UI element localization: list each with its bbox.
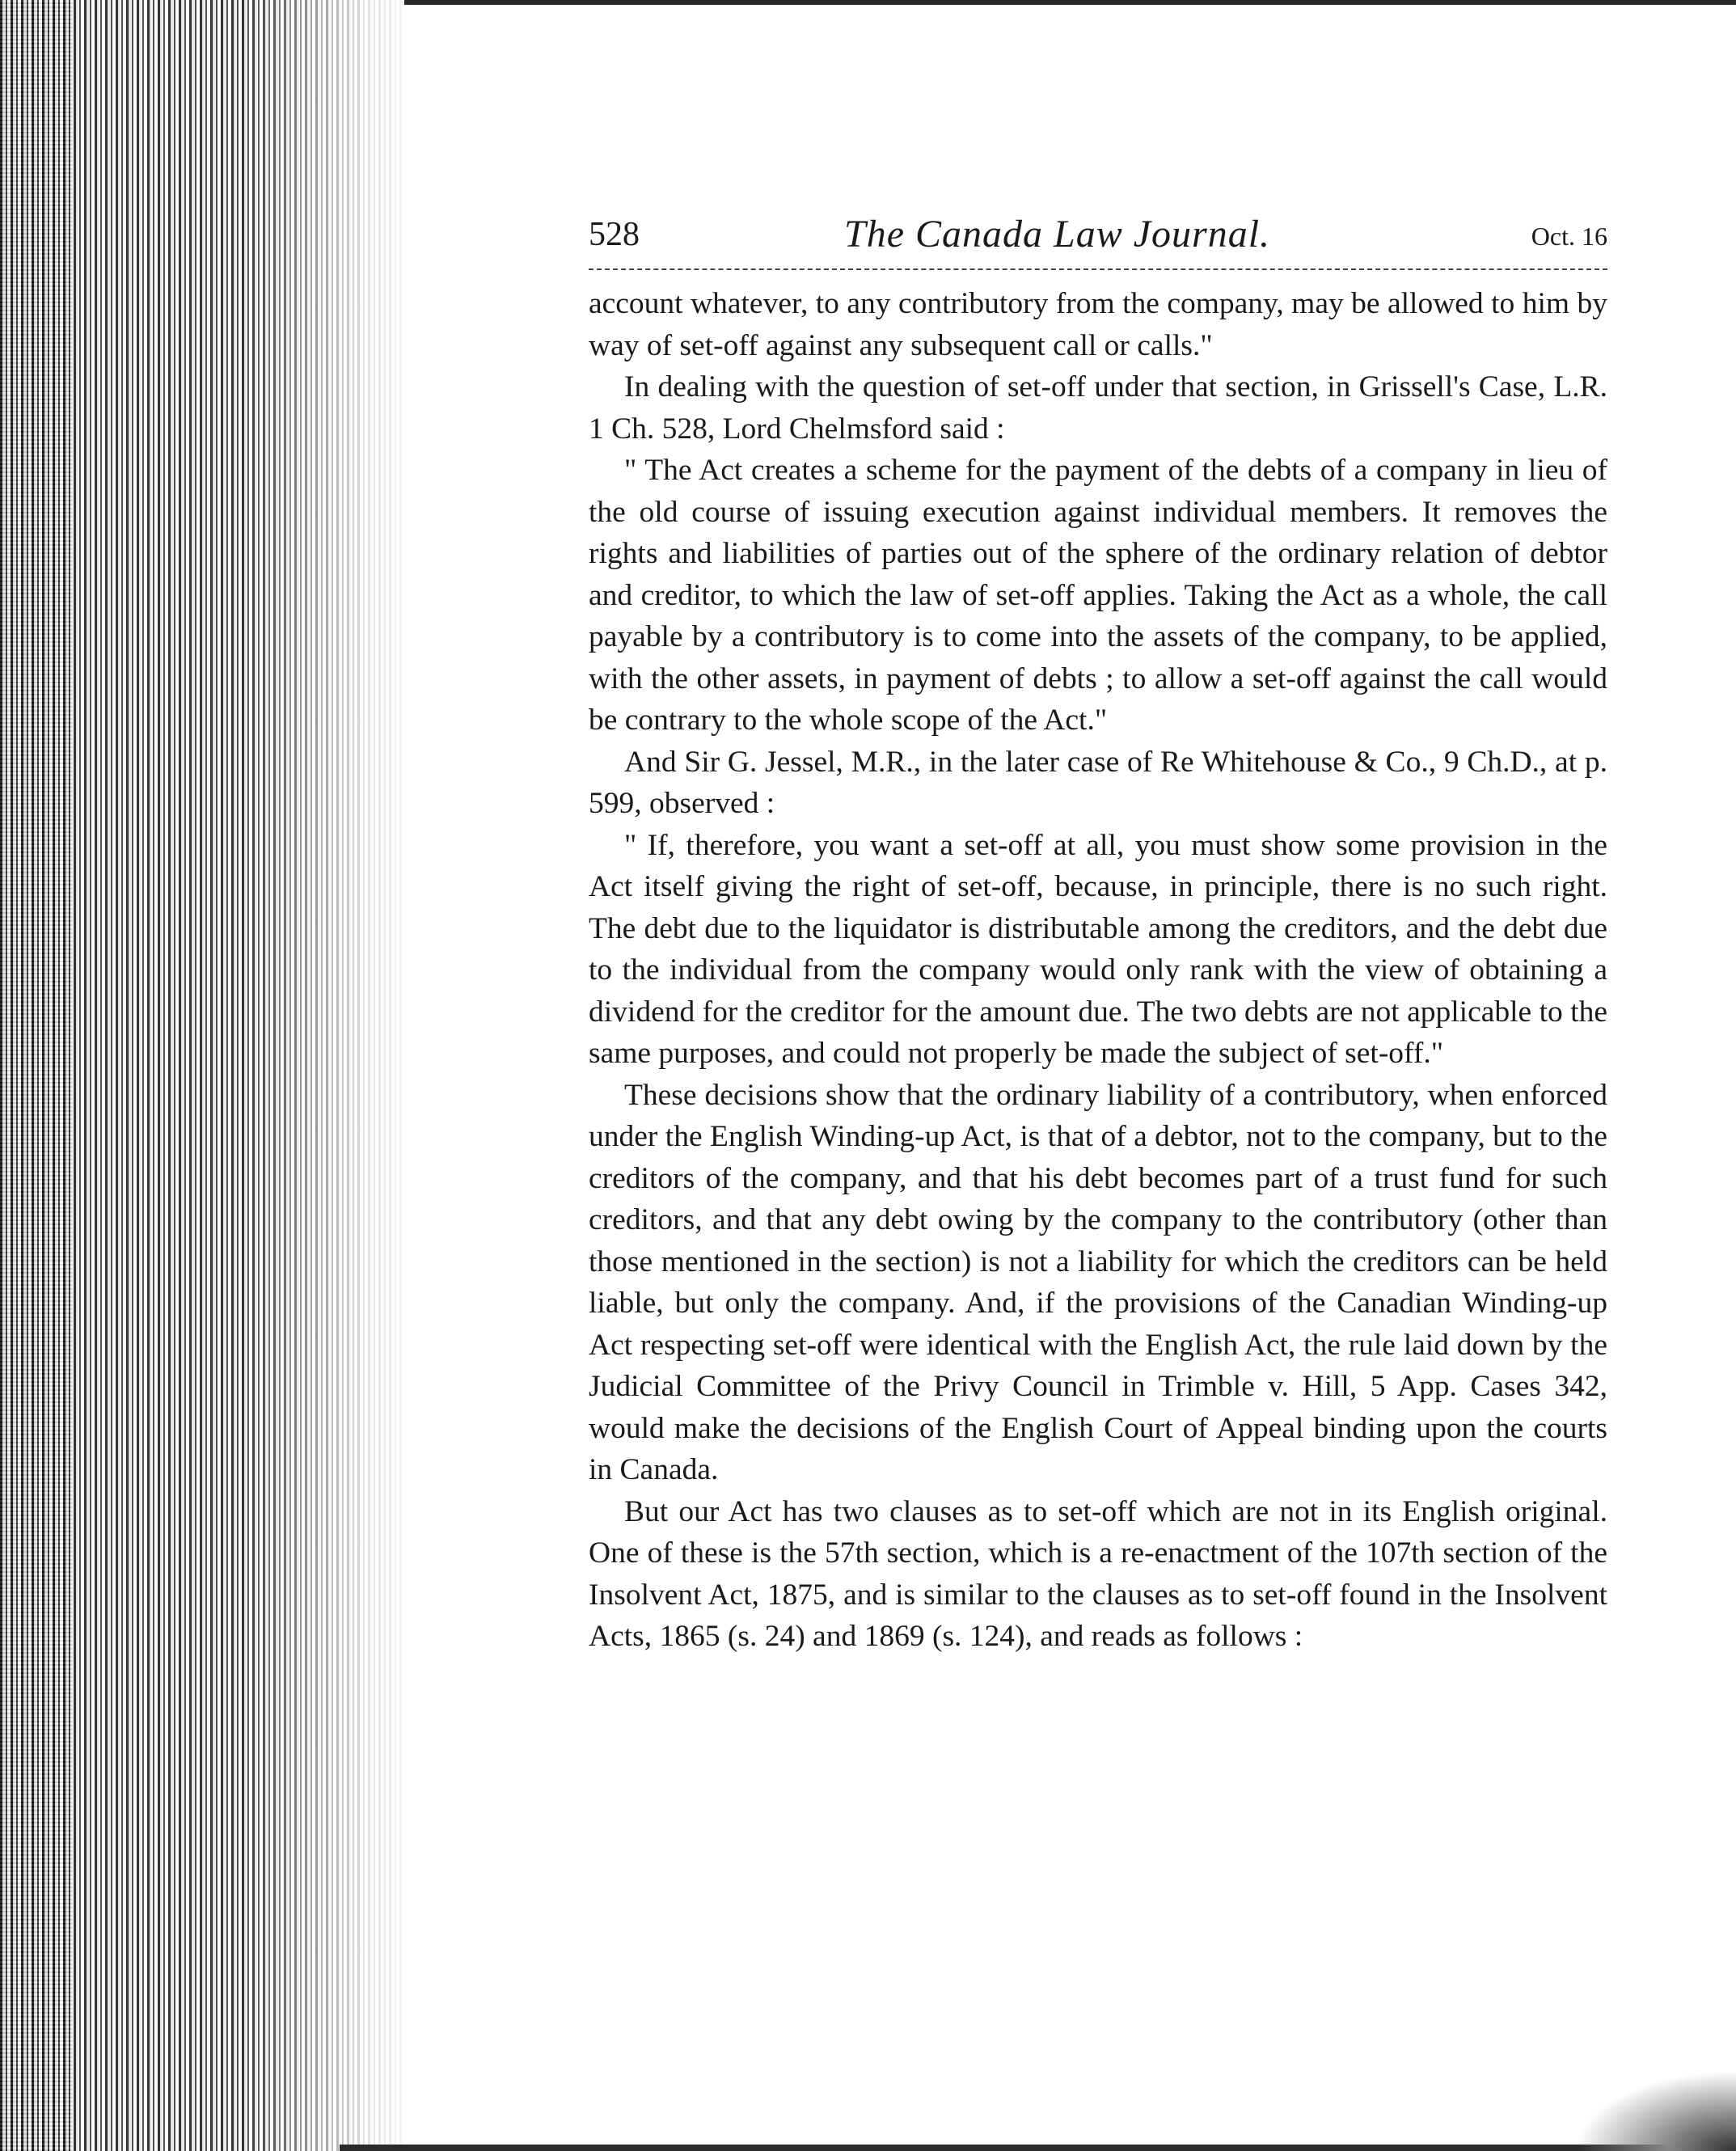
quotation-paragraph: " The Act creates a scheme for the payment of the debts of a company in lieu of the old course of issuing execution against individual members. It removes the rights and liabilities of parties out of the sphere of the ordinary relation of debtor and creditor, to which the law of set-off applies. Taking the Act as a whole, the call payable by a contributory is to come into the assets of the company, to be applied, with the other assets, in payment of debts ; to allow a set-off against the call would be contrary to the whole scope of the Act." xyxy=(589,454,1607,737)
issue-date: Oct. 16 xyxy=(1531,222,1607,251)
document-page xyxy=(589,212,1607,1658)
paragraph: In dealing with the question of set-off under that section, in Grissell's Case, L.R. 1 Ch. 528, Lord Chelmsford said : xyxy=(589,370,1607,446)
page-number: 528 xyxy=(589,216,640,253)
scan-top-border xyxy=(404,0,1736,5)
body-text xyxy=(589,283,1607,1658)
scan-bottom-border xyxy=(340,2145,1736,2151)
paragraph-continued: account whatever, to any contributory from the company, may be allowed to him by way of set-off against any subsequent call or calls." xyxy=(589,287,1607,362)
gutter-fade xyxy=(243,0,420,2151)
scan-corner-shadow xyxy=(1574,2070,1736,2151)
quotation-paragraph: " If, therefore, you want a set-off at all, you must show some provision in the Act itself giving the right of set-off, because, in principle, there is no such right. The debt due to the liquidator is distributable among the creditors, and the debt due to the individual from the company would only rank with the view of obtaining a dividend for the creditor for the amount due. The two debts are not applicable to the same purposes, and could not properly be made the subject of set-off." xyxy=(589,828,1607,1070)
header-rule xyxy=(589,268,1607,270)
journal-title: The Canada Law Journal. xyxy=(844,213,1271,256)
paragraph: These decisions show that the ordinary liability of a contributory, when enforced under the English Winding-up Act, is that of a debtor, not to the company, but to the creditors of the company, and that his debt becomes part of a trust fund for such creditors, and that any debt owing by the company to the contributory (other than those mentioned in the section) is not a liability for which the creditors can be held liable, but only the company. And, if the provisions of the Canadian Winding-up Act respecting set-off were identical with the English Act, the rule laid down by the Judicial Committee of the Privy Council in Trimble v. Hill, 5 App. Cases 342, would make the decisions of the English Court of Appeal binding upon the courts in Canada. xyxy=(589,1078,1607,1486)
paragraph: And Sir G. Jessel, M.R., in the later case of Re Whitehouse & Co., 9 Ch.D., at p. 599, observed : xyxy=(589,745,1607,820)
running-header xyxy=(589,212,1607,262)
paragraph: But our Act has two clauses as to set-off which are not in its English original. One of these is the 57th section, which is a re-enactment of the 107th section of the Insolvent Act, 1875, and is similar to the clauses as to set-off found in the Insolvent Acts, 1865 (s. 24) and 1869 (s. 124), and reads as follows : xyxy=(589,1494,1607,1653)
